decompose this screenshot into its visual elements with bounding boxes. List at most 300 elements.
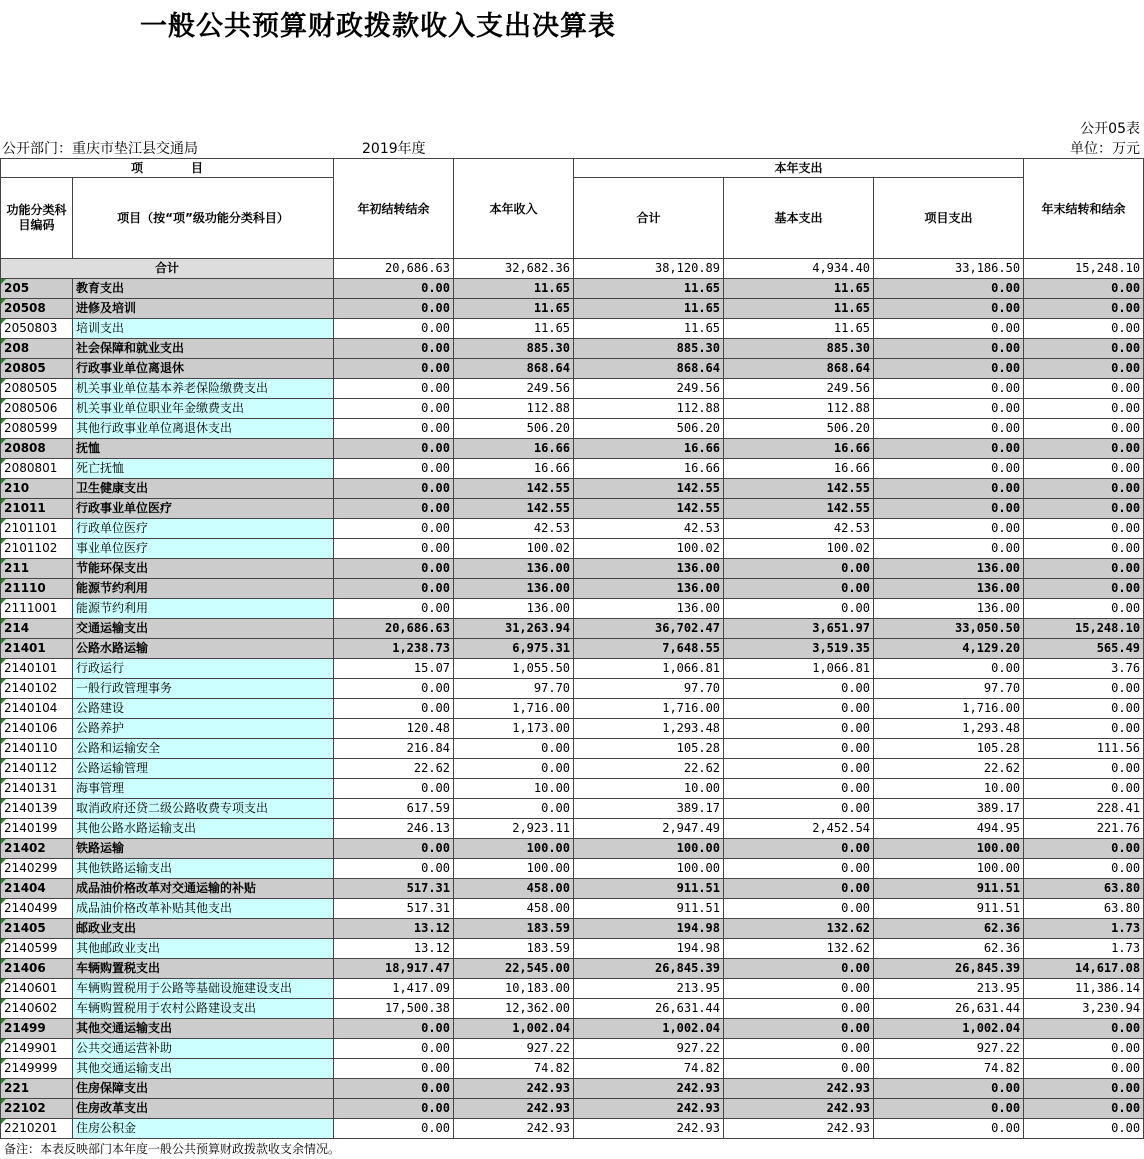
row-opening: 0.00 — [334, 559, 454, 579]
table-row — [1, 1039, 1144, 1059]
row-project: 33,050.50 — [874, 619, 1024, 639]
row-project: 0.00 — [874, 539, 1024, 559]
row-basic: 11.65 — [724, 279, 874, 299]
row-opening: 0.00 — [334, 839, 454, 859]
row-closing: 0.00 — [1024, 759, 1144, 779]
row-income: 10,183.00 — [454, 979, 574, 999]
row-closing: 15,248.10 — [1024, 619, 1144, 639]
row-project: 0.00 — [874, 439, 1024, 459]
row-name: 住房改革支出 — [73, 1099, 334, 1119]
row-income: 0.00 — [454, 799, 574, 819]
row-income: 31,263.94 — [454, 619, 574, 639]
row-project: 389.17 — [874, 799, 1024, 819]
row-project: 26,631.44 — [874, 999, 1024, 1019]
row-closing: 0.00 — [1024, 1039, 1144, 1059]
table-row — [1, 879, 1144, 899]
row-expense: 136.00 — [574, 559, 724, 579]
row-basic: 100.02 — [724, 539, 874, 559]
row-opening: 246.13 — [334, 819, 454, 839]
row-expense: 136.00 — [574, 579, 724, 599]
row-income: 0.00 — [454, 759, 574, 779]
report-title: 一般公共预算财政拨款收入支出决算表 — [140, 11, 616, 42]
row-name: 能源节约利用 — [73, 599, 334, 619]
row-basic: 0.00 — [724, 719, 874, 739]
table-row — [1, 739, 1144, 759]
row-expense: 911.51 — [574, 879, 724, 899]
row-opening: 120.48 — [334, 719, 454, 739]
row-income: 42.53 — [454, 519, 574, 539]
row-closing: 0.00 — [1024, 599, 1144, 619]
row-name: 住房保障支出 — [73, 1079, 334, 1099]
row-opening: 0.00 — [334, 1119, 454, 1139]
row-project: 62.36 — [874, 939, 1024, 959]
row-basic: 0.00 — [724, 759, 874, 779]
row-basic: 885.30 — [724, 339, 874, 359]
row-income: 16.66 — [454, 459, 574, 479]
row-name: 交通运输支出 — [73, 619, 334, 639]
row-income: 11.65 — [454, 319, 574, 339]
row-expense: 249.56 — [574, 379, 724, 399]
row-code: 2140602 — [1, 999, 73, 1019]
table-row — [1, 1079, 1144, 1099]
row-opening: 0.00 — [334, 359, 454, 379]
row-name: 取消政府还贷二级公路收费专项支出 — [73, 799, 334, 819]
row-expense: 7,648.55 — [574, 639, 724, 659]
row-code: 211 — [1, 559, 73, 579]
row-project: 136.00 — [874, 559, 1024, 579]
department-label: 公开部门：重庆市垫江县交通局 — [2, 141, 198, 157]
row-basic: 142.55 — [724, 479, 874, 499]
row-opening: 13.12 — [334, 919, 454, 939]
table-row — [1, 499, 1144, 519]
table-row — [1, 899, 1144, 919]
table-header — [1, 159, 1144, 259]
row-name: 海事管理 — [73, 779, 334, 799]
row-project: 0.00 — [874, 339, 1024, 359]
table-row — [1, 479, 1144, 499]
table-row — [1, 839, 1144, 859]
row-income: 142.55 — [454, 479, 574, 499]
row-closing: 14,617.08 — [1024, 959, 1144, 979]
row-name: 行政事业单位医疗 — [73, 499, 334, 519]
header-name: 项目（按“项”级功能分类科目） — [73, 178, 334, 259]
row-income: 183.59 — [454, 939, 574, 959]
row-project: 0.00 — [874, 1099, 1024, 1119]
row-closing: 3.76 — [1024, 659, 1144, 679]
row-closing: 0.00 — [1024, 1059, 1144, 1079]
row-code: 2140101 — [1, 659, 73, 679]
row-expense: 194.98 — [574, 939, 724, 959]
row-basic: 0.00 — [724, 679, 874, 699]
total-label: 合计 — [1, 259, 334, 279]
row-closing: 0.00 — [1024, 539, 1144, 559]
row-basic: 0.00 — [724, 1039, 874, 1059]
table-row — [1, 979, 1144, 999]
row-code: 21406 — [1, 959, 73, 979]
row-closing: 0.00 — [1024, 379, 1144, 399]
row-name: 公路建设 — [73, 699, 334, 719]
row-expense: 100.00 — [574, 859, 724, 879]
row-basic: 0.00 — [724, 859, 874, 879]
row-project: 136.00 — [874, 579, 1024, 599]
row-expense: 11.65 — [574, 319, 724, 339]
row-basic: 0.00 — [724, 839, 874, 859]
row-closing: 0.00 — [1024, 419, 1144, 439]
row-project: 0.00 — [874, 499, 1024, 519]
row-code: 20805 — [1, 359, 73, 379]
header-opening: 年初结转结余 — [334, 159, 454, 259]
row-basic: 0.00 — [724, 959, 874, 979]
row-project: 1,716.00 — [874, 699, 1024, 719]
row-code: 2140499 — [1, 899, 73, 919]
row-name: 能源节约利用 — [73, 579, 334, 599]
row-basic: 0.00 — [724, 699, 874, 719]
row-closing: 3,230.94 — [1024, 999, 1144, 1019]
row-income: 136.00 — [454, 559, 574, 579]
total-basic: 4,934.40 — [724, 259, 874, 279]
row-opening: 0.00 — [334, 1039, 454, 1059]
row-code: 2140299 — [1, 859, 73, 879]
row-code: 2101102 — [1, 539, 73, 559]
row-basic: 0.00 — [724, 1059, 874, 1079]
row-expense: 100.00 — [574, 839, 724, 859]
row-income: 6,975.31 — [454, 639, 574, 659]
row-basic: 3,519.35 — [724, 639, 874, 659]
row-closing: 0.00 — [1024, 1119, 1144, 1139]
row-code: 2140139 — [1, 799, 73, 819]
row-expense: 26,631.44 — [574, 999, 724, 1019]
total-opening: 20,686.63 — [334, 259, 454, 279]
row-income: 97.70 — [454, 679, 574, 699]
row-code: 221 — [1, 1079, 73, 1099]
row-closing: 0.00 — [1024, 339, 1144, 359]
row-expense: 885.30 — [574, 339, 724, 359]
row-opening: 18,917.47 — [334, 959, 454, 979]
table-id: 公开05表 — [1080, 121, 1140, 137]
table-row — [1, 1099, 1144, 1119]
row-basic: 11.65 — [724, 299, 874, 319]
row-code: 2210201 — [1, 1119, 73, 1139]
row-expense: 242.93 — [574, 1119, 724, 1139]
row-expense: 142.55 — [574, 479, 724, 499]
row-code: 21404 — [1, 879, 73, 899]
row-opening: 517.31 — [334, 899, 454, 919]
row-project: 10.00 — [874, 779, 1024, 799]
row-expense: 242.93 — [574, 1079, 724, 1099]
row-name: 机关事业单位职业年金缴费支出 — [73, 399, 334, 419]
row-name: 抚恤 — [73, 439, 334, 459]
table-row — [1, 999, 1144, 1019]
row-code: 2080801 — [1, 459, 73, 479]
row-closing: 11,386.14 — [1024, 979, 1144, 999]
row-project: 100.00 — [874, 859, 1024, 879]
row-opening: 617.59 — [334, 799, 454, 819]
row-opening: 1,417.09 — [334, 979, 454, 999]
table-row — [1, 439, 1144, 459]
row-closing: 0.00 — [1024, 519, 1144, 539]
row-project: 213.95 — [874, 979, 1024, 999]
row-opening: 0.00 — [334, 859, 454, 879]
row-name: 教育支出 — [73, 279, 334, 299]
row-income: 868.64 — [454, 359, 574, 379]
row-basic: 0.00 — [724, 1019, 874, 1039]
budget-table — [0, 158, 1144, 1139]
row-expense: 927.22 — [574, 1039, 724, 1059]
table-row — [1, 939, 1144, 959]
row-income: 506.20 — [454, 419, 574, 439]
table-row — [1, 919, 1144, 939]
header-basic: 基本支出 — [724, 178, 874, 259]
row-expense: 242.93 — [574, 1099, 724, 1119]
row-basic: 11.65 — [724, 319, 874, 339]
row-closing: 0.00 — [1024, 499, 1144, 519]
row-basic: 242.93 — [724, 1079, 874, 1099]
row-project: 0.00 — [874, 379, 1024, 399]
row-name: 成品油价格改革补贴其他支出 — [73, 899, 334, 919]
row-expense: 10.00 — [574, 779, 724, 799]
row-closing: 63.80 — [1024, 899, 1144, 919]
row-project: 0.00 — [874, 1119, 1024, 1139]
row-code: 2140599 — [1, 939, 73, 959]
row-project: 0.00 — [874, 519, 1024, 539]
table-row — [1, 459, 1144, 479]
row-basic: 3,651.97 — [724, 619, 874, 639]
row-name: 事业单位医疗 — [73, 539, 334, 559]
row-code: 210 — [1, 479, 73, 499]
row-expense: 16.66 — [574, 439, 724, 459]
row-code: 2140601 — [1, 979, 73, 999]
header-total: 合计 — [574, 178, 724, 259]
row-basic: 0.00 — [724, 779, 874, 799]
row-basic: 132.62 — [724, 939, 874, 959]
table-row — [1, 419, 1144, 439]
row-income: 458.00 — [454, 899, 574, 919]
row-expense: 136.00 — [574, 599, 724, 619]
row-code: 2140102 — [1, 679, 73, 699]
row-project: 100.00 — [874, 839, 1024, 859]
row-expense: 1,716.00 — [574, 699, 724, 719]
row-expense: 911.51 — [574, 899, 724, 919]
row-name: 铁路运输 — [73, 839, 334, 859]
row-project: 97.70 — [874, 679, 1024, 699]
row-income: 10.00 — [454, 779, 574, 799]
row-basic: 0.00 — [724, 979, 874, 999]
row-name: 车辆购置税用于公路等基础设施建设支出 — [73, 979, 334, 999]
row-opening: 0.00 — [334, 519, 454, 539]
row-closing: 0.00 — [1024, 1019, 1144, 1039]
row-opening: 216.84 — [334, 739, 454, 759]
row-code: 2149901 — [1, 1039, 73, 1059]
row-expense: 22.62 — [574, 759, 724, 779]
row-project: 0.00 — [874, 659, 1024, 679]
table-row — [1, 859, 1144, 879]
row-opening: 0.00 — [334, 599, 454, 619]
row-income: 100.00 — [454, 839, 574, 859]
row-closing: 0.00 — [1024, 1079, 1144, 1099]
table-row — [1, 659, 1144, 679]
row-income: 242.93 — [454, 1079, 574, 1099]
row-closing: 0.00 — [1024, 359, 1144, 379]
row-income: 242.93 — [454, 1119, 574, 1139]
row-closing: 1.73 — [1024, 939, 1144, 959]
table-row — [1, 699, 1144, 719]
row-basic: 142.55 — [724, 499, 874, 519]
row-closing: 221.76 — [1024, 819, 1144, 839]
row-basic: 16.66 — [724, 439, 874, 459]
row-name: 一般行政管理事务 — [73, 679, 334, 699]
row-closing: 111.56 — [1024, 739, 1144, 759]
row-opening: 1,238.73 — [334, 639, 454, 659]
row-closing: 565.49 — [1024, 639, 1144, 659]
row-income: 136.00 — [454, 579, 574, 599]
row-project: 0.00 — [874, 419, 1024, 439]
table-row — [1, 539, 1144, 559]
row-project: 911.51 — [874, 879, 1024, 899]
row-code: 21402 — [1, 839, 73, 859]
row-income: 1,002.04 — [454, 1019, 574, 1039]
row-code: 2140131 — [1, 779, 73, 799]
row-code: 208 — [1, 339, 73, 359]
row-project: 911.51 — [874, 899, 1024, 919]
row-name: 公路和运输安全 — [73, 739, 334, 759]
row-code: 2080599 — [1, 419, 73, 439]
row-project: 1,002.04 — [874, 1019, 1024, 1039]
total-row — [1, 259, 1144, 279]
fiscal-year: 2019年度 — [362, 141, 426, 157]
row-closing: 0.00 — [1024, 459, 1144, 479]
row-expense: 868.64 — [574, 359, 724, 379]
row-name: 住房公积金 — [73, 1119, 334, 1139]
row-expense: 2,947.49 — [574, 819, 724, 839]
row-opening: 0.00 — [334, 399, 454, 419]
row-income: 12,362.00 — [454, 999, 574, 1019]
row-name: 节能环保支出 — [73, 559, 334, 579]
row-name: 车辆购置税支出 — [73, 959, 334, 979]
row-basic: 132.62 — [724, 919, 874, 939]
row-income: 183.59 — [454, 919, 574, 939]
row-code: 2140106 — [1, 719, 73, 739]
row-code: 2080505 — [1, 379, 73, 399]
table-row — [1, 339, 1144, 359]
row-basic: 242.93 — [724, 1099, 874, 1119]
row-income: 1,716.00 — [454, 699, 574, 719]
table-row — [1, 379, 1144, 399]
row-opening: 0.00 — [334, 1099, 454, 1119]
row-expense: 142.55 — [574, 499, 724, 519]
row-income: 74.82 — [454, 1059, 574, 1079]
table-row — [1, 679, 1144, 699]
row-name: 其他公路水路运输支出 — [73, 819, 334, 839]
row-name: 行政单位医疗 — [73, 519, 334, 539]
row-project: 0.00 — [874, 299, 1024, 319]
row-code: 214 — [1, 619, 73, 639]
header-income: 本年收入 — [454, 159, 574, 259]
row-income: 242.93 — [454, 1099, 574, 1119]
row-code: 2149999 — [1, 1059, 73, 1079]
table-row — [1, 279, 1144, 299]
row-closing: 0.00 — [1024, 559, 1144, 579]
row-opening: 0.00 — [334, 579, 454, 599]
row-closing: 228.41 — [1024, 799, 1144, 819]
row-basic: 0.00 — [724, 559, 874, 579]
table-row — [1, 799, 1144, 819]
row-income: 0.00 — [454, 739, 574, 759]
header-item-group: 项 目 — [1, 159, 334, 178]
row-name: 其他邮政业支出 — [73, 939, 334, 959]
footnote: 备注：本表反映部门本年度一般公共预算财政拨款收支余情况。 — [4, 1142, 341, 1156]
row-income: 1,055.50 — [454, 659, 574, 679]
row-project: 4,129.20 — [874, 639, 1024, 659]
table-row — [1, 719, 1144, 739]
header-code: 功能分类科目编码 — [1, 178, 73, 259]
row-closing: 0.00 — [1024, 859, 1144, 879]
table-body — [1, 259, 1144, 1139]
row-expense: 100.02 — [574, 539, 724, 559]
row-income: 11.65 — [454, 299, 574, 319]
table-row — [1, 359, 1144, 379]
row-name: 其他交通运输支出 — [73, 1059, 334, 1079]
table-row — [1, 319, 1144, 339]
row-income: 100.00 — [454, 859, 574, 879]
row-opening: 0.00 — [334, 379, 454, 399]
row-project: 0.00 — [874, 459, 1024, 479]
row-project: 74.82 — [874, 1059, 1024, 1079]
row-project: 22.62 — [874, 759, 1024, 779]
row-code: 2111001 — [1, 599, 73, 619]
row-project: 0.00 — [874, 1079, 1024, 1099]
row-name: 车辆购置税用于农村公路建设支出 — [73, 999, 334, 1019]
row-name: 培训支出 — [73, 319, 334, 339]
row-project: 927.22 — [874, 1039, 1024, 1059]
row-code: 21405 — [1, 919, 73, 939]
row-name: 成品油价格改革对交通运输的补贴 — [73, 879, 334, 899]
header-closing: 年末结转和结余 — [1024, 159, 1144, 259]
row-name: 死亡抚恤 — [73, 459, 334, 479]
row-expense: 194.98 — [574, 919, 724, 939]
row-income: 927.22 — [454, 1039, 574, 1059]
row-income: 100.02 — [454, 539, 574, 559]
table-row — [1, 819, 1144, 839]
unit-label: 单位：万元 — [1070, 141, 1140, 157]
row-code: 2140110 — [1, 739, 73, 759]
table-row — [1, 639, 1144, 659]
row-code: 205 — [1, 279, 73, 299]
row-expense: 42.53 — [574, 519, 724, 539]
row-closing: 1.73 — [1024, 919, 1144, 939]
row-code: 21499 — [1, 1019, 73, 1039]
row-closing: 0.00 — [1024, 779, 1144, 799]
row-project: 0.00 — [874, 279, 1024, 299]
row-income: 885.30 — [454, 339, 574, 359]
row-income: 136.00 — [454, 599, 574, 619]
table-row — [1, 759, 1144, 779]
row-opening: 0.00 — [334, 479, 454, 499]
row-basic: 0.00 — [724, 739, 874, 759]
row-name: 行政事业单位离退休 — [73, 359, 334, 379]
row-code: 21401 — [1, 639, 73, 659]
row-opening: 22.62 — [334, 759, 454, 779]
row-expense: 389.17 — [574, 799, 724, 819]
row-name: 公路运输管理 — [73, 759, 334, 779]
row-code: 2101101 — [1, 519, 73, 539]
row-basic: 242.93 — [724, 1119, 874, 1139]
row-basic: 112.88 — [724, 399, 874, 419]
row-income: 458.00 — [454, 879, 574, 899]
row-opening: 0.00 — [334, 459, 454, 479]
row-project: 136.00 — [874, 599, 1024, 619]
row-closing: 0.00 — [1024, 479, 1144, 499]
row-opening: 0.00 — [334, 499, 454, 519]
